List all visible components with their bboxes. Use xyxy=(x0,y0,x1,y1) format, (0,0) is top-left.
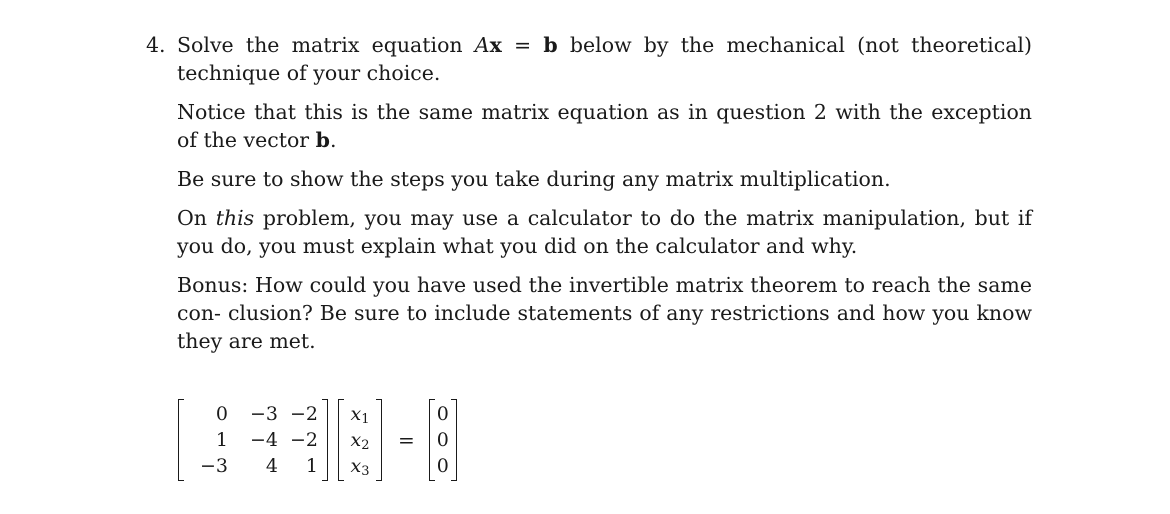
vector-b-symbol: b xyxy=(543,33,558,57)
calculator-paragraph xyxy=(177,204,1032,260)
vector-x-entry: $x_2$ xyxy=(350,429,370,453)
notice-paragraph xyxy=(177,98,1032,154)
question-number: 4. xyxy=(146,33,166,57)
matrix-A xyxy=(178,399,328,481)
vector-b xyxy=(429,399,457,481)
equals-symbol: = xyxy=(501,33,544,57)
calculator-text-1: On xyxy=(177,206,216,230)
matrix-A-cell: −4 xyxy=(249,429,278,451)
vector-x-entry: $x_1$ xyxy=(350,403,370,427)
vector-b-entry: 0 xyxy=(436,455,449,477)
vector-b-entry: 0 xyxy=(436,403,449,425)
matrix-equation xyxy=(178,395,457,485)
matrix-A-symbol: A xyxy=(474,33,490,57)
problem-4 xyxy=(146,31,1032,355)
matrix-A-cell: −2 xyxy=(289,403,318,425)
matrix-A-cell: −3 xyxy=(249,403,278,425)
matrix-A-cell: −3 xyxy=(199,455,228,477)
steps-paragraph: Be sure to show the steps you take during any matrix multiplication. xyxy=(177,167,891,191)
matrix-A-cell: 4 xyxy=(265,455,278,477)
equation-equals-sign: = xyxy=(398,428,415,452)
vector-b-entry: 0 xyxy=(436,429,449,451)
vector-x xyxy=(338,399,382,481)
bonus-paragraph: Bonus: How could you have used the invertible matrix theorem to reach the same con- clusion? Be sure to include statements of any restrictions and how you know they are met. xyxy=(177,273,1032,353)
matrix-A-cell: 0 xyxy=(215,403,228,425)
instruction-paragraph xyxy=(177,31,1032,87)
notice-vector-b: b xyxy=(315,128,330,152)
calculator-emphasis: this xyxy=(215,206,255,230)
matrix-A-cell: 1 xyxy=(305,455,318,477)
instruction-text-1: Solve the matrix equation xyxy=(177,33,475,57)
matrix-A-cell: −2 xyxy=(289,429,318,451)
vector-x-symbol: x xyxy=(489,33,502,57)
instruction-text-2: below by the mechanical (not theoretical) technique of your choice. xyxy=(177,33,1032,85)
vector-x-entry: $x_3$ xyxy=(350,455,370,479)
notice-text-1: Notice that this is the same matrix equation as in question 2 with the exception of the vector xyxy=(177,100,1032,152)
calculator-text-2: problem, you may use a calculator to do the matrix manipulation, but if you do, you must explain what you did on the calculator and why. xyxy=(177,206,1033,258)
matrix-A-cell: 1 xyxy=(215,429,228,451)
notice-text-2: . xyxy=(329,128,337,152)
